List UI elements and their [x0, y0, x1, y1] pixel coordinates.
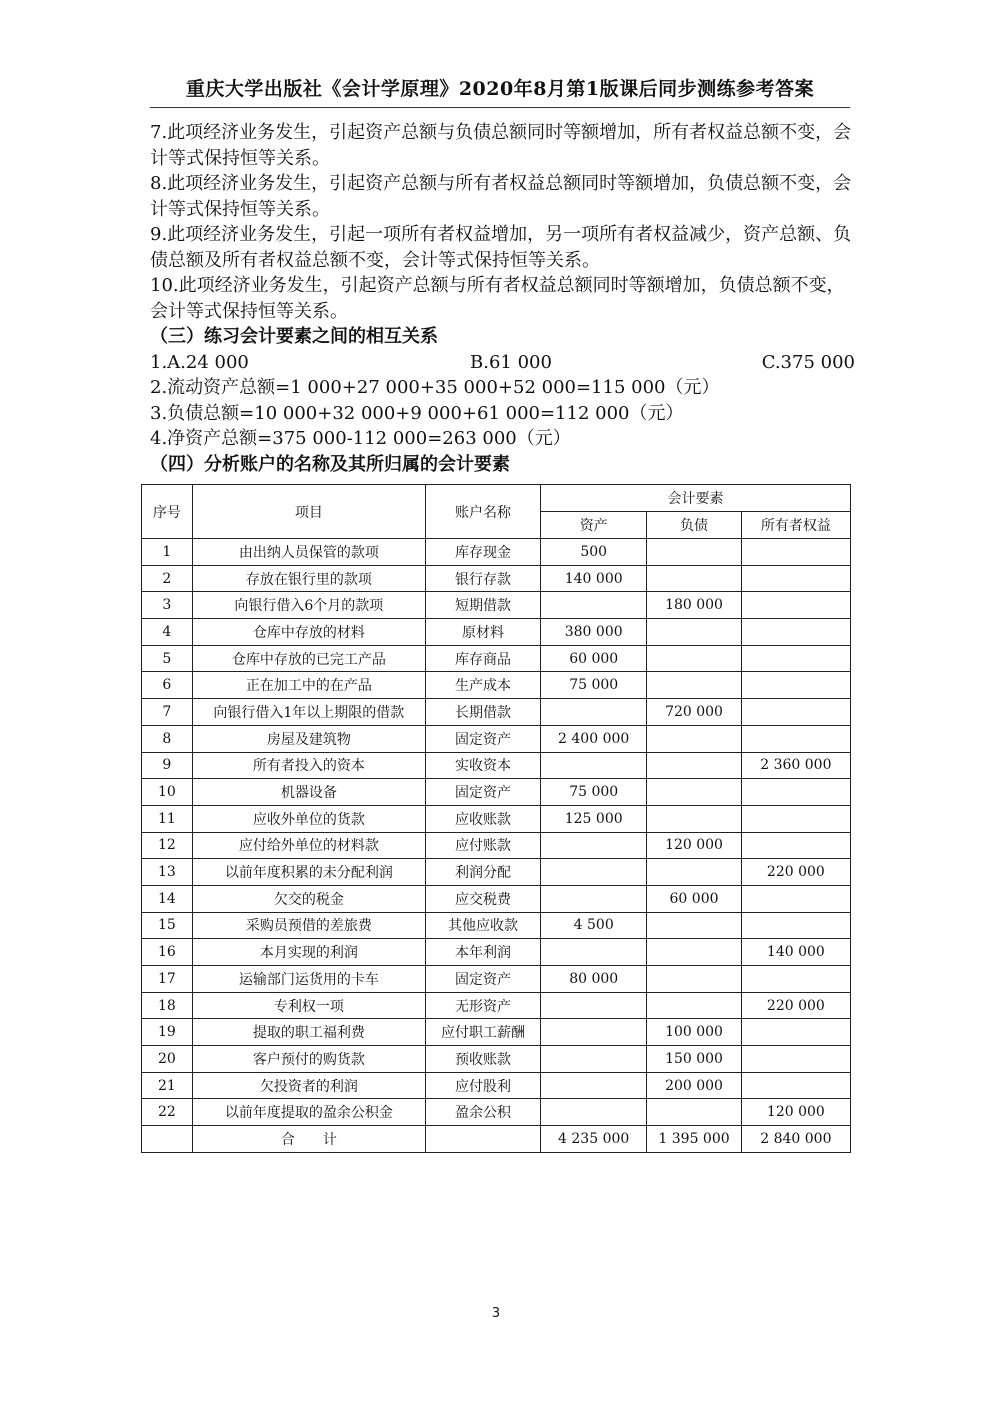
- total-row: [142, 1126, 851, 1153]
- row-account: 应付职工薪酬: [425, 1019, 540, 1046]
- row-assets: [541, 699, 647, 726]
- row-assets: 60 000: [541, 645, 647, 672]
- row-assets: [541, 992, 647, 1019]
- row-liabilities: [647, 859, 741, 886]
- row-no: 11: [142, 805, 193, 832]
- row-no: 21: [142, 1072, 193, 1099]
- row-assets: 75 000: [541, 779, 647, 806]
- page-header: 重庆大学出版社《会计学原理》2020年8月第1版课后同步测练参考答案: [150, 74, 850, 108]
- row-liabilities: [647, 672, 741, 699]
- row-no: 8: [142, 725, 193, 752]
- table-row: [142, 1046, 851, 1073]
- row-no: 2: [142, 565, 193, 592]
- row-equity: [741, 1019, 850, 1046]
- table-row: [142, 912, 851, 939]
- row-equity: [741, 779, 850, 806]
- row-no: 15: [142, 912, 193, 939]
- row-equity: [741, 619, 850, 646]
- row-liabilities: 150 000: [647, 1046, 741, 1073]
- table-row: [142, 859, 851, 886]
- row-assets: [541, 1046, 647, 1073]
- row-item: 房屋及建筑物: [192, 725, 425, 752]
- row-account: 盈余公积: [425, 1099, 540, 1126]
- row-liabilities: [647, 565, 741, 592]
- row-equity: [741, 699, 850, 726]
- table-row: [142, 805, 851, 832]
- row-no: 12: [142, 832, 193, 859]
- row-no: 10: [142, 779, 193, 806]
- row-item: 由出纳人员保管的款项: [192, 539, 425, 566]
- table-row: [142, 725, 851, 752]
- row-equity: [741, 966, 850, 993]
- row-liabilities: 720 000: [647, 699, 741, 726]
- row-assets: 80 000: [541, 966, 647, 993]
- row-assets: 125 000: [541, 805, 647, 832]
- row-no: 7: [142, 699, 193, 726]
- row-equity: 220 000: [741, 992, 850, 1019]
- table-row: [142, 645, 851, 672]
- accounts-table: [141, 484, 851, 1153]
- section-4-title: （四）分析账户的名称及其所归属的会计要素: [150, 453, 510, 475]
- row-liabilities: [647, 966, 741, 993]
- row-liabilities: 60 000: [647, 885, 741, 912]
- row-liabilities: [647, 619, 741, 646]
- row-item: 正在加工中的在产品: [192, 672, 425, 699]
- row-account: 本年利润: [425, 939, 540, 966]
- row-liabilities: [647, 752, 741, 779]
- row-liabilities: [647, 912, 741, 939]
- answer-1c: C.375 000: [761, 351, 855, 373]
- row-liabilities: [647, 939, 741, 966]
- answer-1b: B.61 000: [470, 351, 552, 373]
- row-equity: [741, 912, 850, 939]
- row-assets: [541, 1099, 647, 1126]
- row-account: 其他应收款: [425, 912, 540, 939]
- row-assets: 4 500: [541, 912, 647, 939]
- row-no: 14: [142, 885, 193, 912]
- row-account: 短期借款: [425, 592, 540, 619]
- row-account: 实收资本: [425, 752, 540, 779]
- row-account: 固定资产: [425, 779, 540, 806]
- row-item: 欠投资者的利润: [192, 1072, 425, 1099]
- row-equity: 220 000: [741, 859, 850, 886]
- row-item: 客户预付的购货款: [192, 1046, 425, 1073]
- row-liabilities: [647, 779, 741, 806]
- table-row: [142, 992, 851, 1019]
- header-account: 账户名称: [425, 485, 540, 539]
- answer-1: [150, 350, 855, 376]
- total-label: 合 计: [192, 1126, 425, 1153]
- table-body: [142, 539, 851, 1126]
- row-equity: [741, 565, 850, 592]
- row-account: 库存商品: [425, 645, 540, 672]
- row-item: 应收外单位的货款: [192, 805, 425, 832]
- header-no: 序号: [142, 485, 193, 539]
- row-item: 采购员预借的差旅费: [192, 912, 425, 939]
- row-no: 17: [142, 966, 193, 993]
- row-equity: [741, 885, 850, 912]
- row-no: 18: [142, 992, 193, 1019]
- document-body: [150, 120, 855, 477]
- row-equity: [741, 592, 850, 619]
- row-liabilities: 100 000: [647, 1019, 741, 1046]
- row-equity: 140 000: [741, 939, 850, 966]
- row-account: 银行存款: [425, 565, 540, 592]
- row-account: 原材料: [425, 619, 540, 646]
- row-assets: [541, 752, 647, 779]
- row-account: 固定资产: [425, 725, 540, 752]
- row-assets: [541, 885, 647, 912]
- row-liabilities: [647, 805, 741, 832]
- paragraph-8: 8.此项经济业务发生，引起资产总额与所有者权益总额同时等额增加，负债总额不变，会计等式保持恒等关系。: [150, 173, 852, 220]
- table-row: [142, 779, 851, 806]
- table-row: [142, 592, 851, 619]
- paragraph-10: 10.此项经济业务发生，引起资产总额与所有者权益总额同时等额增加，负债总额不变，会计等式保持恒等关系。: [150, 275, 845, 322]
- table-row: [142, 699, 851, 726]
- row-no: 13: [142, 859, 193, 886]
- row-no: 19: [142, 1019, 193, 1046]
- total-liabilities: 1 395 000: [647, 1126, 741, 1153]
- row-no: 4: [142, 619, 193, 646]
- header-equity: 所有者权益: [741, 512, 850, 539]
- paragraph-9: 9.此项经济业务发生，引起一项所有者权益增加，另一项所有者权益减少，资产总额、负债总额及所有者权益总额不变，会计等式保持恒等关系。: [150, 224, 852, 271]
- table-row: [142, 672, 851, 699]
- row-item: 运输部门运货用的卡车: [192, 966, 425, 993]
- table-row: [142, 619, 851, 646]
- row-account: 应付股利: [425, 1072, 540, 1099]
- row-account: 应交税费: [425, 885, 540, 912]
- answer-3: 3.负债总额=10 000+32 000+9 000+61 000=112 000（元）: [150, 402, 684, 424]
- row-equity: [741, 1072, 850, 1099]
- row-assets: [541, 1072, 647, 1099]
- row-no: 6: [142, 672, 193, 699]
- row-item: 存放在银行里的款项: [192, 565, 425, 592]
- row-liabilities: 120 000: [647, 832, 741, 859]
- table-row: [142, 539, 851, 566]
- row-assets: [541, 939, 647, 966]
- row-equity: 2 360 000: [741, 752, 850, 779]
- page-number: 3: [491, 1306, 501, 1321]
- row-item: 提取的职工福利费: [192, 1019, 425, 1046]
- row-assets: 75 000: [541, 672, 647, 699]
- header-assets: 资产: [541, 512, 647, 539]
- row-liabilities: 180 000: [647, 592, 741, 619]
- header-item: 项目: [192, 485, 425, 539]
- row-assets: [541, 859, 647, 886]
- header-liabilities: 负债: [647, 512, 741, 539]
- row-account: 预收账款: [425, 1046, 540, 1073]
- row-assets: 140 000: [541, 565, 647, 592]
- table-row: [142, 1019, 851, 1046]
- row-liabilities: [647, 645, 741, 672]
- row-no: 5: [142, 645, 193, 672]
- table-row: [142, 966, 851, 993]
- row-liabilities: [647, 725, 741, 752]
- row-equity: [741, 539, 850, 566]
- row-equity: [741, 672, 850, 699]
- row-account: 长期借款: [425, 699, 540, 726]
- row-equity: 120 000: [741, 1099, 850, 1126]
- table-row: [142, 885, 851, 912]
- row-equity: [741, 832, 850, 859]
- row-item: 应付给外单位的材料款: [192, 832, 425, 859]
- header-elements: 会计要素: [541, 485, 851, 512]
- answer-2: 2.流动资产总额=1 000+27 000+35 000+52 000=115 000（元）: [150, 377, 720, 398]
- row-no: 3: [142, 592, 193, 619]
- row-account: 生产成本: [425, 672, 540, 699]
- row-item: 向银行借入6个月的款项: [192, 592, 425, 619]
- row-item: 仓库中存放的已完工产品: [192, 645, 425, 672]
- row-assets: 500: [541, 539, 647, 566]
- table-row: [142, 1072, 851, 1099]
- table-row: [142, 1099, 851, 1126]
- row-equity: [741, 725, 850, 752]
- row-account: 库存现金: [425, 539, 540, 566]
- table-row: [142, 832, 851, 859]
- paragraph-7: 7.此项经济业务发生，引起资产总额与负债总额同时等额增加，所有者权益总额不变，会计等式保持恒等关系。: [150, 122, 852, 169]
- row-no: 1: [142, 539, 193, 566]
- row-equity: [741, 1046, 850, 1073]
- row-liabilities: [647, 992, 741, 1019]
- total-account: [425, 1126, 540, 1153]
- answer-1a: 1.A.24 000: [150, 351, 249, 373]
- table-row: [142, 565, 851, 592]
- row-no: 20: [142, 1046, 193, 1073]
- table-row: [142, 939, 851, 966]
- row-equity: [741, 645, 850, 672]
- total-no: [142, 1126, 193, 1153]
- row-assets: [541, 592, 647, 619]
- row-item: 以前年度提取的盈余公积金: [192, 1099, 425, 1126]
- answer-4: 4.净资产总额=375 000-112 000=263 000（元）: [150, 428, 571, 449]
- row-account: 固定资产: [425, 966, 540, 993]
- total-equity: 2 840 000: [741, 1126, 850, 1153]
- row-account: 利润分配: [425, 859, 540, 886]
- row-account: 应付账款: [425, 832, 540, 859]
- row-item: 欠交的税金: [192, 885, 425, 912]
- row-liabilities: [647, 1099, 741, 1126]
- table-row: [142, 752, 851, 779]
- row-item: 专利权一项: [192, 992, 425, 1019]
- row-assets: [541, 1019, 647, 1046]
- row-item: 以前年度积累的未分配利润: [192, 859, 425, 886]
- section-3-title: （三）练习会计要素之间的相互关系: [150, 326, 438, 347]
- total-assets: 4 235 000: [541, 1126, 647, 1153]
- row-no: 9: [142, 752, 193, 779]
- row-no: 22: [142, 1099, 193, 1126]
- row-liabilities: 200 000: [647, 1072, 741, 1099]
- row-equity: [741, 805, 850, 832]
- row-item: 向银行借入1年以上期限的借款: [192, 699, 425, 726]
- row-item: 本月实现的利润: [192, 939, 425, 966]
- row-assets: 380 000: [541, 619, 647, 646]
- row-assets: [541, 832, 647, 859]
- row-liabilities: [647, 539, 741, 566]
- row-assets: 2 400 000: [541, 725, 647, 752]
- row-account: 无形资产: [425, 992, 540, 1019]
- row-item: 所有者投入的资本: [192, 752, 425, 779]
- row-item: 仓库中存放的材料: [192, 619, 425, 646]
- row-item: 机器设备: [192, 779, 425, 806]
- row-no: 16: [142, 939, 193, 966]
- row-account: 应收账款: [425, 805, 540, 832]
